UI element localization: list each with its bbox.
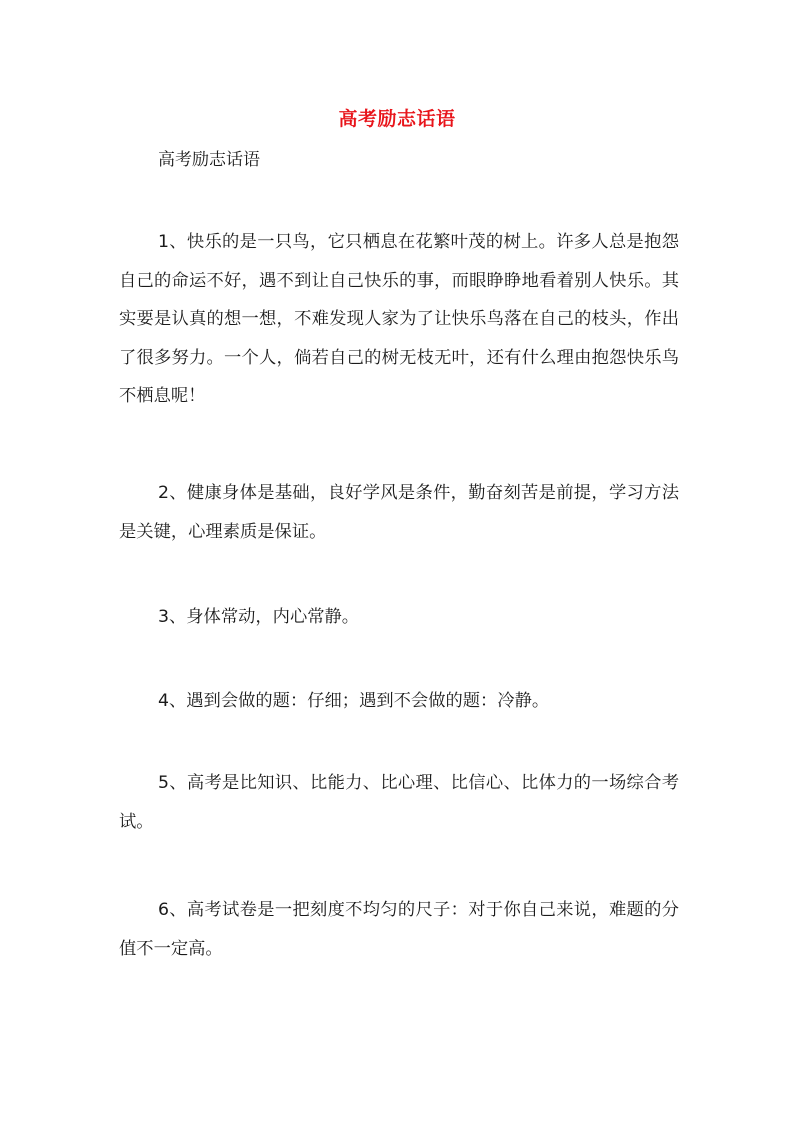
document-title: 高考励志话语 bbox=[338, 108, 456, 130]
paragraph-2: 2、健康身体是基础，良好学风是条件，勤奋刻苦是前提，学习方法是关键，心理素质是保证。 bbox=[119, 483, 679, 542]
paragraph-4: 4、遇到会做的题：仔细；遇到不会做的题：冷静。 bbox=[158, 691, 550, 711]
paragraph-1: 1、快乐的是一只鸟，它只栖息在花繁叶茂的树上。许多人总是抱怨自己的命运不好，遇不到让自己快乐的事，而眼睁睁地看着别人快乐。其实要是认真的想一想，不难发现人家为了让快乐鸟落在自己的枝头，作出了很多努力。一个人，倘若自己的树无枝无叶，还有什么理由抱怨快乐鸟不栖息呢！ bbox=[119, 232, 679, 407]
paragraph-3: 3、身体常动，内心常静。 bbox=[158, 607, 360, 627]
paragraph-6: 6、高考试卷是一把刻度不均匀的尺子：对于你自己来说，难题的分值不一定高。 bbox=[119, 900, 679, 959]
document-subtitle: 高考励志话语 bbox=[158, 150, 260, 170]
paragraph-5: 5、高考是比知识、比能力、比心理、比信心、比体力的一场综合考试。 bbox=[119, 773, 679, 832]
